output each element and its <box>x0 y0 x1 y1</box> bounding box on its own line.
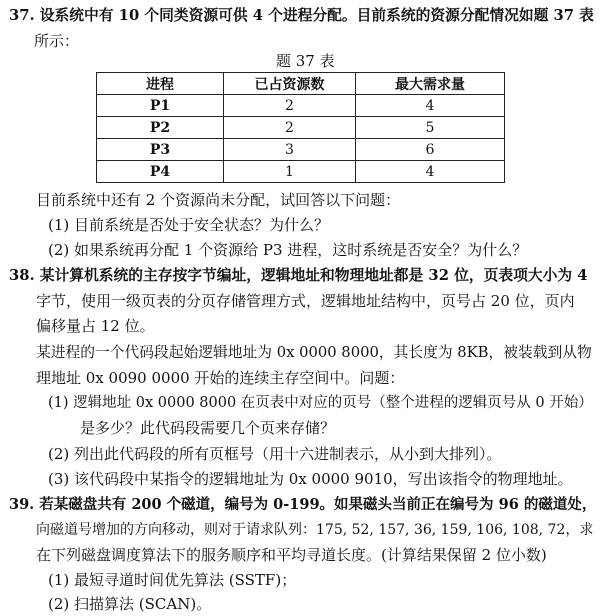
q37-after: 目前系统中还有 2 个资源尚未分配，试回答以下问题： <box>36 191 401 209</box>
table-caption: 题 37 表 <box>276 52 335 70</box>
q37-line2: 所示： <box>34 32 80 50</box>
max-need-cell: 4 <box>356 95 505 117</box>
q38-sub1b: 是多少？此代码段需要几个页来存储？ <box>80 419 336 437</box>
process-cell: P2 <box>97 117 224 139</box>
max-need-cell: 6 <box>356 139 505 161</box>
header-process: 进程 <box>97 73 224 95</box>
header-max-need: 最大需求量 <box>356 73 505 95</box>
table-row <box>97 117 505 139</box>
q37-sub1: (1) 目前系统是否处于安全状态？为什么？ <box>48 216 330 234</box>
allocated-cell: 3 <box>224 139 356 161</box>
q38-line2: 字节，使用一级页表的分页存储管理方式，逻辑地址结构中，页号占 20 位，页内 <box>36 292 575 310</box>
q38-line3: 偏移量占 12 位。 <box>36 317 155 335</box>
process-cell: P3 <box>97 139 224 161</box>
q38-line1: 38. 某计算机系统的主存按字节编址，逻辑地址和物理地址都是 32 位，页表项大小为 4 <box>9 267 588 284</box>
q39-line1: 39. 若某磁盘共有 200 个磁道，编号为 0-199。如果磁头当前正在编号为 96 的磁道处， <box>9 496 597 513</box>
q38-sub1a: (1) 逻辑地址 0x 0000 8000 在页表中对应的页号（整个进程的逻辑页号从 0 开始） <box>48 395 593 411</box>
process-cell: P1 <box>97 95 224 117</box>
process-cell: P4 <box>97 161 224 183</box>
max-need-cell: 5 <box>356 117 505 139</box>
allocated-cell: 1 <box>224 161 356 183</box>
table-row <box>97 95 505 117</box>
q37-line1: 37. 设系统中有 10 个同类资源可供 4 个进程分配。目前系统的资源分配情况如题 37 表 <box>9 7 594 24</box>
q39-sub1: (1) 最短寻道时间优先算法 (SSTF)； <box>48 571 297 589</box>
q37-sub2: (2) 如果系统再分配 1 个资源给 P3 进程，这时系统是否安全？为什么？ <box>48 241 528 259</box>
max-need-cell: 4 <box>356 161 505 183</box>
resource-table <box>96 72 505 183</box>
q39-line2: 向磁道号增加的方向移动，则对于请求队列：175, 52, 157, 36, 159, 106, 108, 72，求 <box>36 522 594 538</box>
q38-line5: 理地址 0x 0090 0000 开始的连续主存空间中。问题： <box>36 369 405 387</box>
header-allocated: 已占资源数 <box>224 73 356 95</box>
allocated-cell: 2 <box>224 95 356 117</box>
q38-sub2: (2) 列出此代码段的所有页框号（用十六进制表示，从小到大排列）。 <box>48 445 502 463</box>
allocated-cell: 2 <box>224 117 356 139</box>
q39-sub2: (2) 扫描算法 (SCAN)。 <box>48 595 212 613</box>
table-header-row <box>97 73 505 95</box>
table-row <box>97 139 505 161</box>
q38-line4: 某进程的一个代码段起始逻辑地址为 0x 0000 8000，其长度为 8KB，被装载到从物 <box>36 344 592 361</box>
table-row <box>97 161 505 183</box>
q39-line3: 在下列磁盘调度算法下的服务顺序和平均寻道长度。(计算结果保留 2 位小数) <box>36 546 547 564</box>
q38-sub3: (3) 该代码段中某指令的逻辑地址为 0x 0000 9010，写出该指令的物理地址。 <box>48 470 573 488</box>
